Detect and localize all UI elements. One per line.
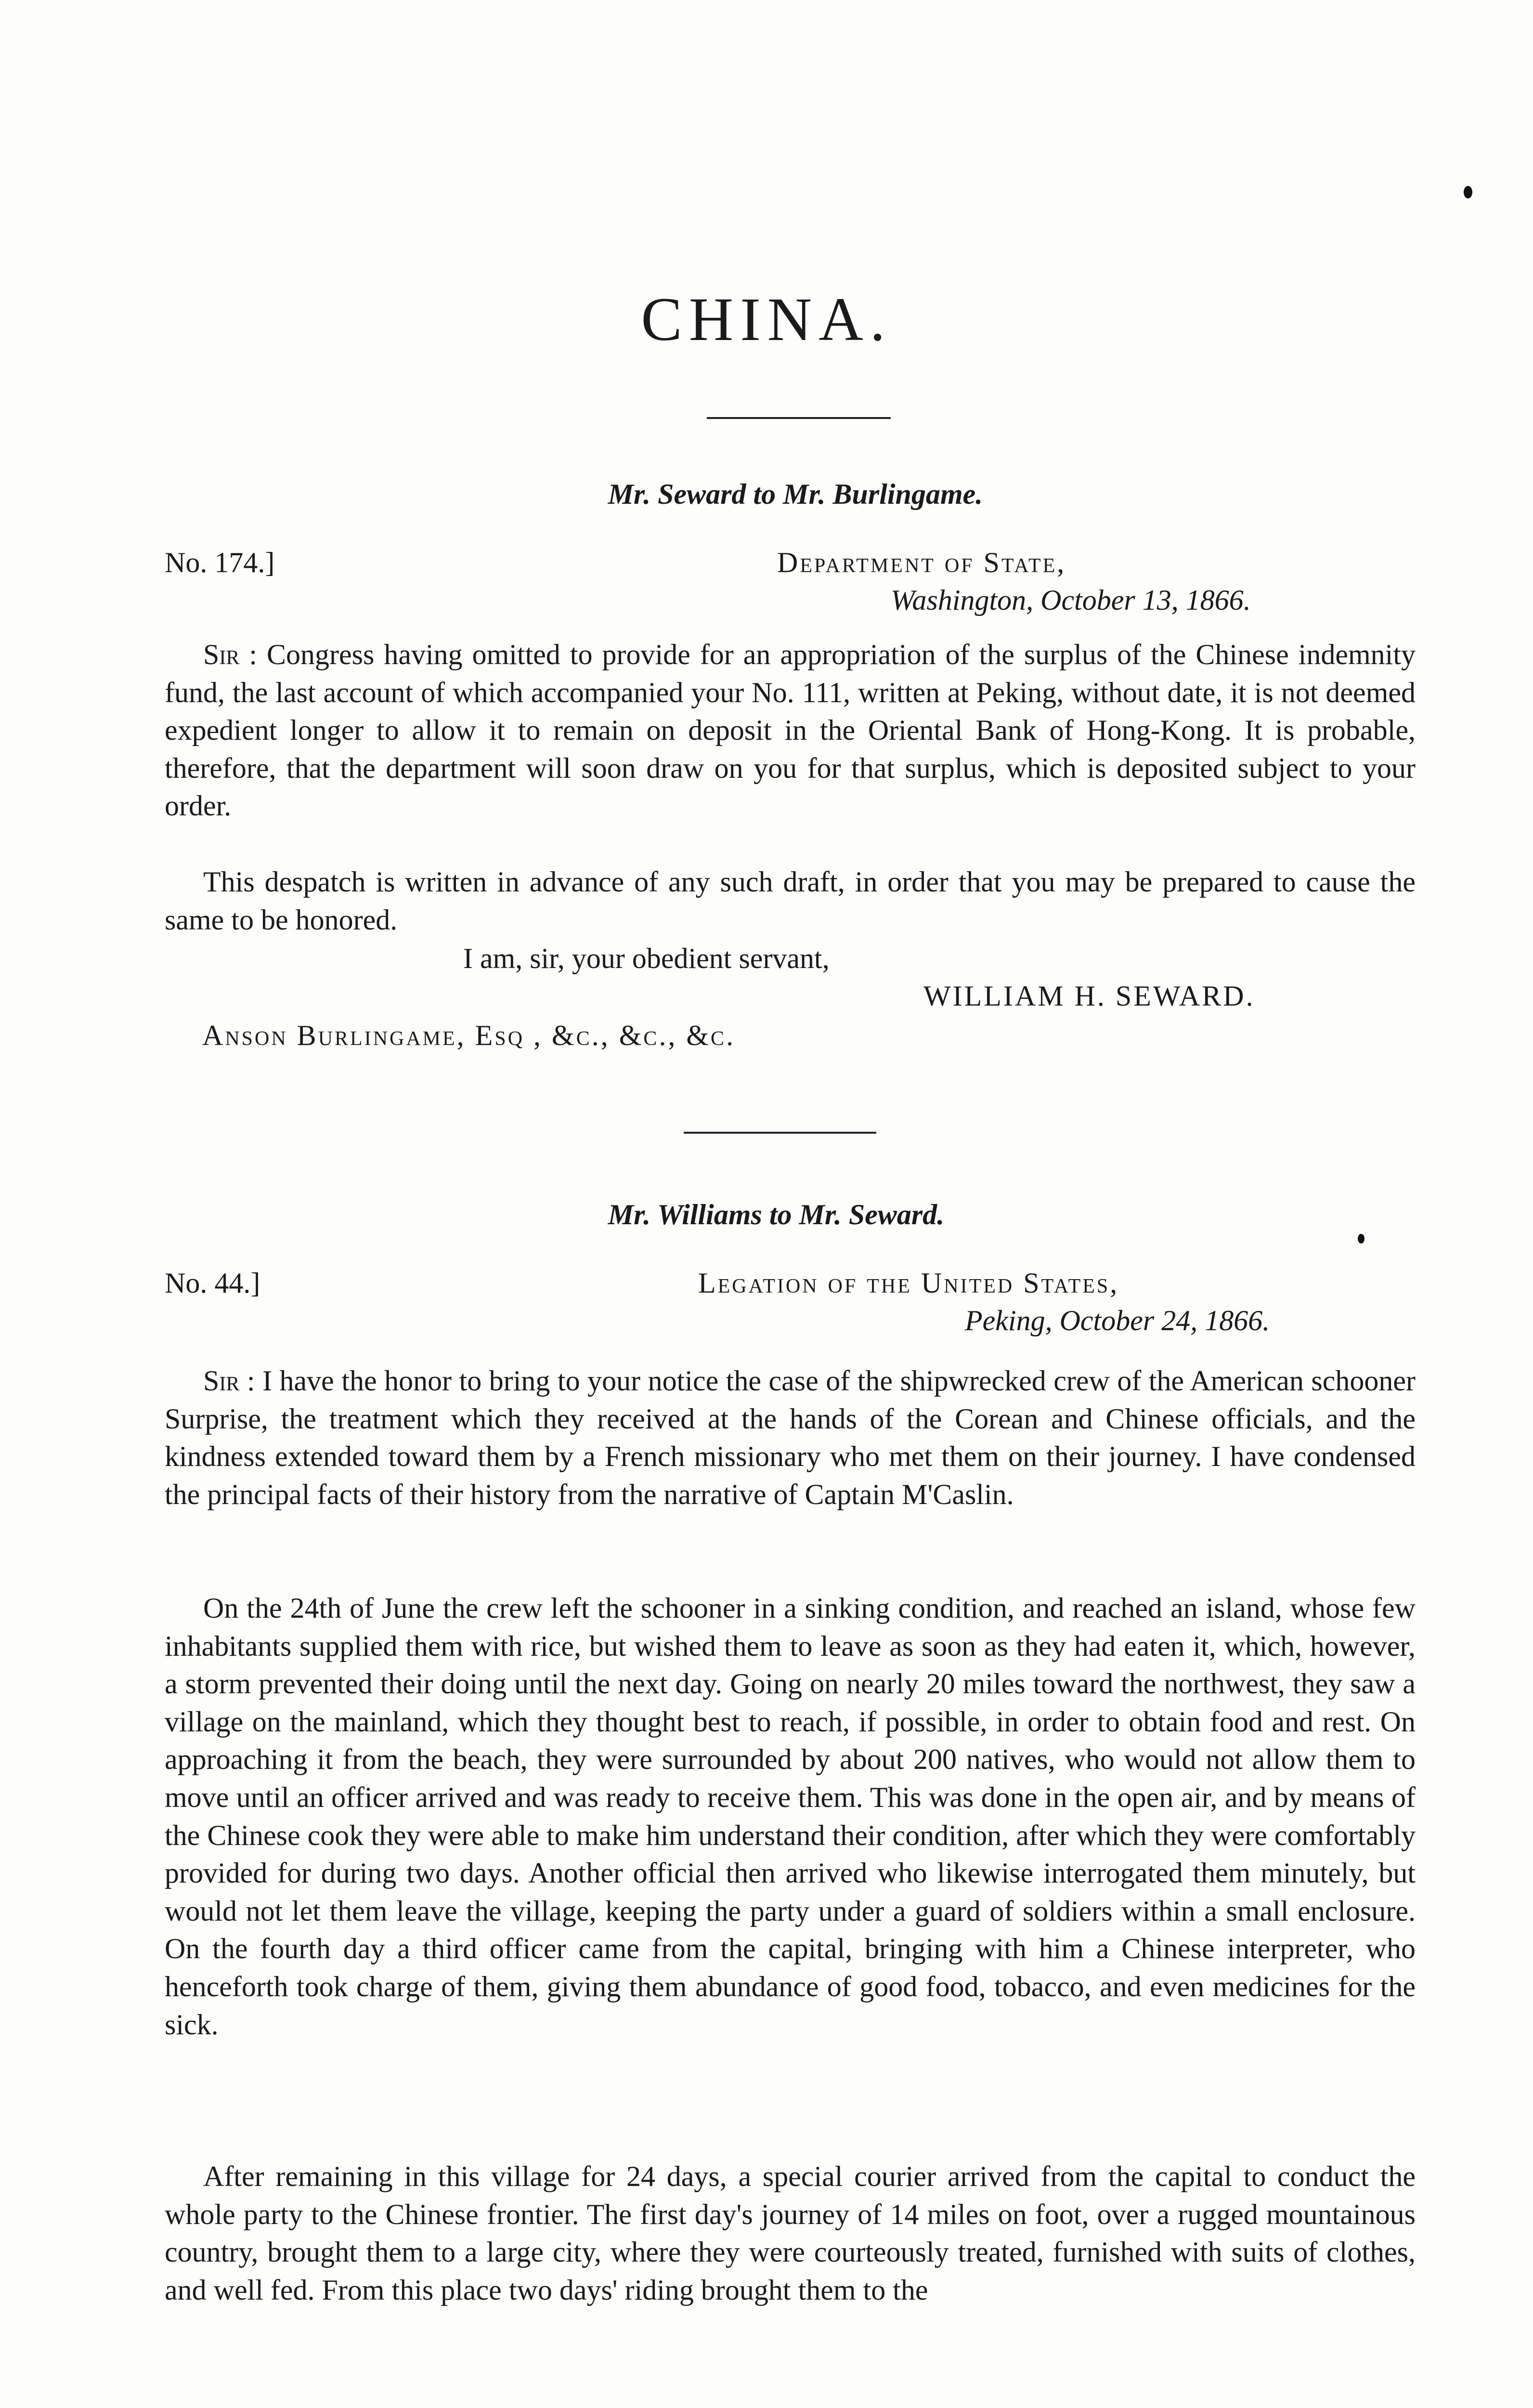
- letter-2-paragraph-3: After remaining in this village for 24 days, a special courier arrived from the capital to conduct the whole party to the Chinese frontier. The first day's journey of 14 miles on foot, over a rugged mountainous country, brought them to a large city, where they were courteously treated, furnished with suits of clothes, and well fed. From this place two days' riding brought them to the: [165, 2160, 1416, 2306]
- letter-1-date: October 13, 1866.: [1040, 584, 1251, 616]
- letter-2-title: Mr. Williams to Mr. Seward.: [608, 1199, 945, 1230]
- letter-2-paragraph-1-text: I have the honor to bring to your notice the case of the shipwrecked crew of the American schooner Surprise, the treatment which they received at the hands of the Corean and Chinese officials, and the kindness extended toward them by a French missionary who met them on their journey. I have condensed the principal facts of their history from the narrative of Captain M'Caslin.: [165, 1365, 1416, 1510]
- letter-1-closing: I am, sir, your obedient servant,: [463, 942, 830, 974]
- letter-1-place: Washington,: [891, 584, 1034, 616]
- letter-1-salutation: Sir :: [203, 639, 258, 670]
- letter-2-number: No. 44.]: [165, 1267, 260, 1299]
- ink-speck-mark: [1358, 1234, 1364, 1243]
- letter-2-place: Peking,: [965, 1305, 1052, 1336]
- letter-1-number: No. 174.]: [165, 547, 275, 578]
- letter-2-salutation: Sir :: [203, 1365, 255, 1397]
- letter-1-paragraph-2: This despatch is written in advance of any such draft, in order that you may be prepared to cause the same to be honored.: [165, 866, 1416, 936]
- letter-1-dateline: [891, 581, 1251, 619]
- letter-1-paragraph-1-text: Congress having omitted to provide for an appropriation of the surplus of the Chinese indemnity fund, the last account of which accompanied your No. 111, written at Peking, without date, it is not deemed expedient longer to allow it to remain on deposit in the Oriental Bank of Hong-Kong. It is probable, therefore, that the department will soon draw on you for that surplus, which is deposited subject to your order.: [165, 639, 1416, 822]
- ink-speck-mark: [1464, 186, 1472, 198]
- section-rule-top: [707, 417, 891, 419]
- letter-2-dateline: [965, 1301, 1270, 1340]
- section-rule-middle: [684, 1132, 876, 1134]
- letter-1-title: Mr. Seward to Mr. Burlingame.: [608, 478, 983, 510]
- letter-2-paragraph-1: [165, 1362, 1416, 1589]
- letter-1-office: Department of State,: [777, 547, 1066, 578]
- letter-1-signature: WILLIAM H. SEWARD.: [923, 980, 1255, 1012]
- letter-2-office: Legation of the United States,: [698, 1267, 1119, 1299]
- letter-1-paragraph-1: [165, 636, 1416, 863]
- letter-1-addressee: Anson Burlingame, Esq , &c., &c., &c.: [202, 1020, 736, 1051]
- letter-2-paragraph-2: On the 24th of June the crew left the schooner in a sinking condition, and reached an island, whose few inhabitants supplied them with rice, but wished them to leave as soon as they had eaten it, which, however, a storm prevented their doing until the next day. Going on nearly 20 miles toward the northwest, they saw a village on the mainland, which they thought best to reach, if possible, in order to obtain food and rest. On approaching it from the beach, they were surrounded by about 200 natives, who would not allow them to move until an officer arrived and was ready to receive them. This was done in the open air, and by means of the Chinese cook they were able to make him understand their condition, after which they were comfortably provided for during two days. Another official then arrived who likewise interrogated them minutely, but would not let them leave the village, keeping the party under a guard of soldiers within a small enclosure. On the fourth day a third officer came from the capital, bringing with him a Chinese interpreter, who henceforth took charge of them, giving them abundance of good food, tobacco, and even medicines for the sick.: [165, 1592, 1416, 2041]
- page-heading: CHINA.: [641, 285, 892, 353]
- letter-2-date: October 24, 1866.: [1059, 1305, 1270, 1336]
